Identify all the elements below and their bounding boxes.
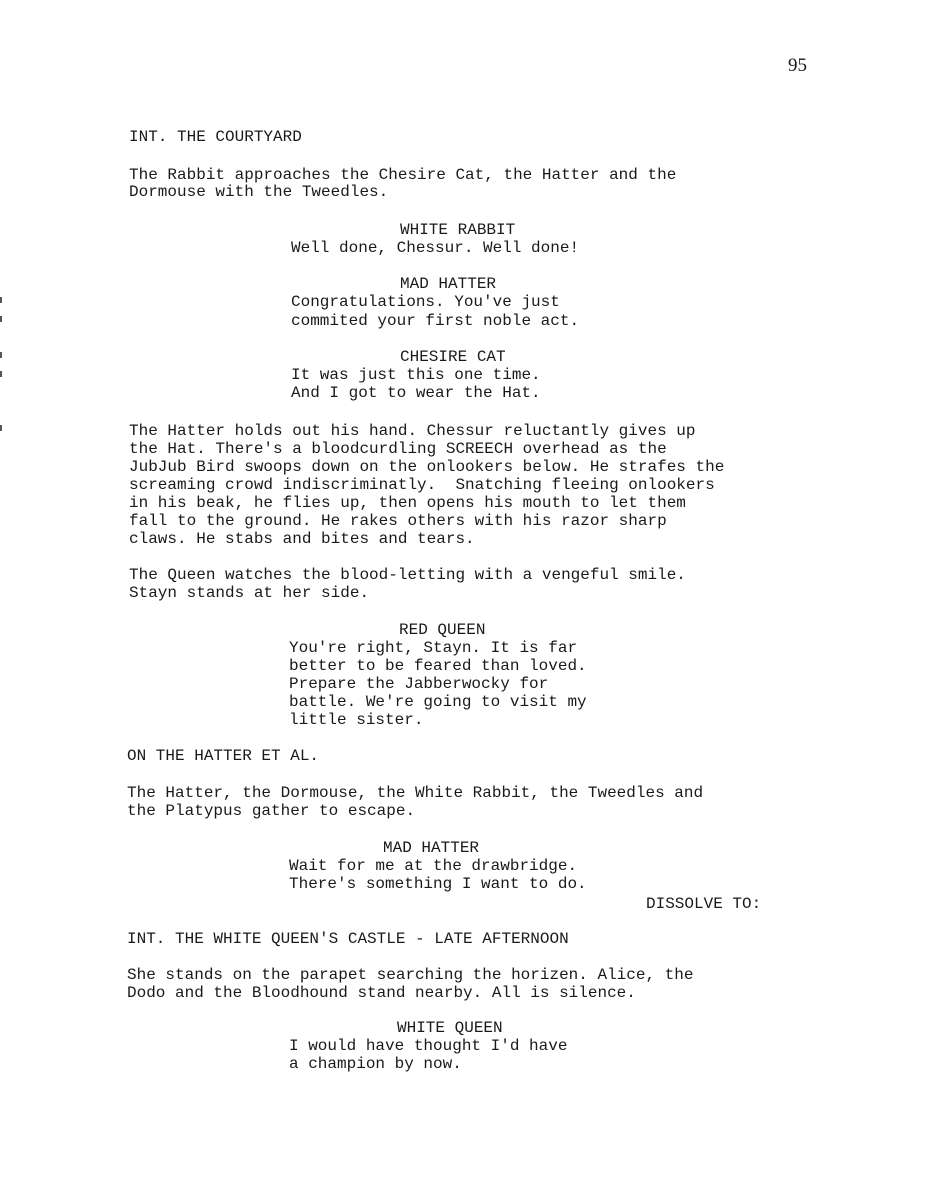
dialogue-line: There's something I want to do. xyxy=(289,875,587,893)
dialogue-line: Congratulations. You've just xyxy=(291,293,560,311)
action-line: The Hatter holds out his hand. Chessur reluctantly gives up xyxy=(129,422,696,440)
margin-mark xyxy=(0,316,2,322)
dialogue-line: battle. We're going to visit my xyxy=(289,693,587,711)
dialogue-line: You're right, Stayn. It is far xyxy=(289,639,578,657)
dialogue-line: Prepare the Jabberwocky for xyxy=(289,675,549,693)
transition: DISSOLVE TO: xyxy=(646,895,762,913)
action-line: She stands on the parapet searching the horizen. Alice, the xyxy=(127,966,694,984)
character-name: WHITE RABBIT xyxy=(400,221,516,239)
page-number: 95 xyxy=(788,55,807,76)
dialogue-line: And I got to wear the Hat. xyxy=(291,384,541,402)
dialogue-line: little sister. xyxy=(289,711,424,729)
action-line: the Hat. There's a bloodcurdling SCREECH overhead as the xyxy=(129,440,667,458)
action-line: Stayn stands at her side. xyxy=(129,584,370,602)
scene-heading: INT. THE WHITE QUEEN'S CASTLE - LATE AFTERNOON xyxy=(127,930,569,948)
action-line: JubJub Bird swoops down on the onlookers below. He strafes the xyxy=(129,458,725,476)
character-name: MAD HATTER xyxy=(383,839,480,857)
action-line: The Hatter, the Dormouse, the White Rabbit, the Tweedles and xyxy=(127,784,704,802)
margin-mark xyxy=(0,371,2,377)
action-line: The Queen watches the blood-letting with a vengeful smile. xyxy=(129,566,686,584)
scene-heading: INT. THE COURTYARD xyxy=(129,128,302,146)
dialogue-line: a champion by now. xyxy=(289,1055,462,1073)
character-name: WHITE QUEEN xyxy=(397,1019,503,1037)
action-line: the Platypus gather to escape. xyxy=(127,802,416,820)
dialogue-line: Well done, Chessur. Well done! xyxy=(291,239,580,257)
action-line: The Rabbit approaches the Chesire Cat, the Hatter and the xyxy=(129,166,677,184)
action-line: Dormouse with the Tweedles. xyxy=(129,183,389,201)
dialogue-line: better to be feared than loved. xyxy=(289,657,587,675)
dialogue-line: commited your first noble act. xyxy=(291,312,580,330)
action-line: in his beak, he flies up, then opens his mouth to let them xyxy=(129,494,686,512)
dialogue-line: I would have thought I'd have xyxy=(289,1037,568,1055)
margin-mark xyxy=(0,425,2,431)
action-line: fall to the ground. He rakes others with his razor sharp xyxy=(129,512,667,530)
character-name: CHESIRE CAT xyxy=(400,348,506,366)
action-line: claws. He stabs and bites and tears. xyxy=(129,530,475,548)
character-name: RED QUEEN xyxy=(399,621,486,639)
dialogue-line: Wait for me at the drawbridge. xyxy=(289,857,578,875)
margin-mark xyxy=(0,297,2,303)
margin-mark xyxy=(0,352,2,358)
action-line: screaming crowd indiscriminatly. Snatching fleeing onlookers xyxy=(129,476,715,494)
scene-heading: ON THE HATTER ET AL. xyxy=(127,747,320,765)
dialogue-line: It was just this one time. xyxy=(291,366,541,384)
character-name: MAD HATTER xyxy=(400,275,497,293)
action-line: Dodo and the Bloodhound stand nearby. All is silence. xyxy=(127,984,636,1002)
